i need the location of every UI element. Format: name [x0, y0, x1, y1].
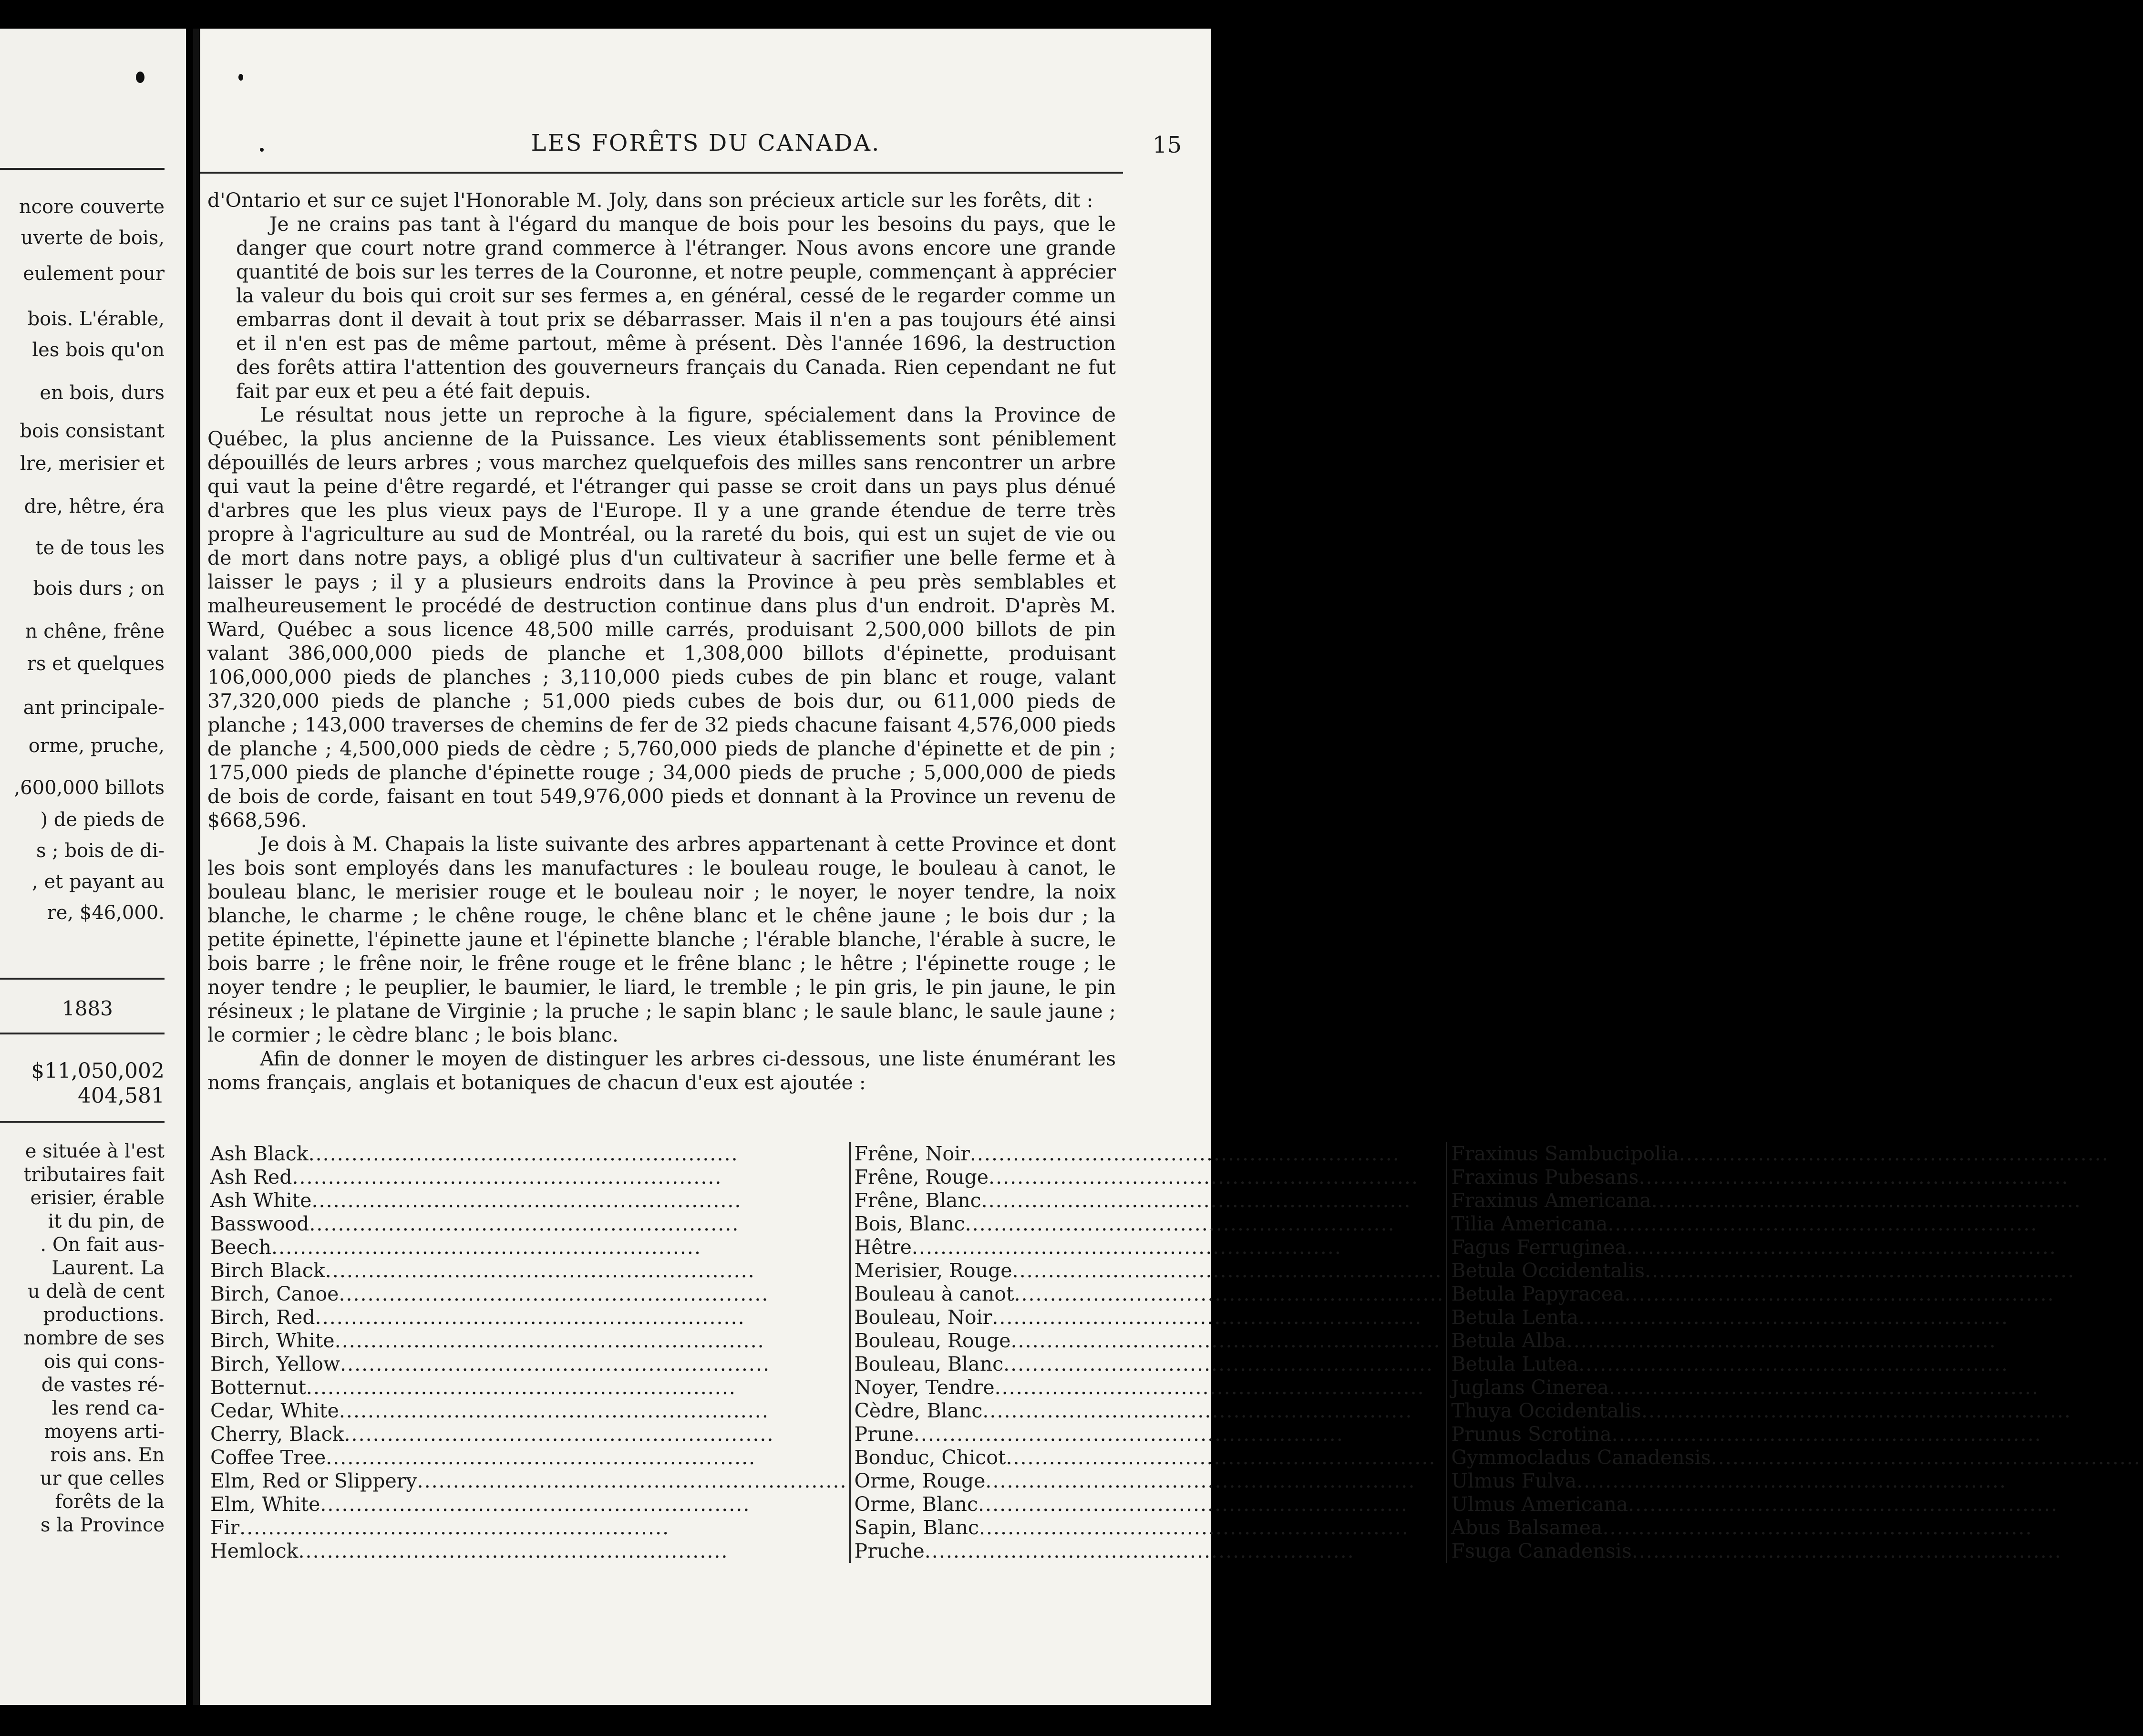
table-row [207, 1236, 2143, 1259]
species-botanical-name-cell [1447, 1142, 2143, 1166]
species-botanical-name-cell [1447, 1516, 2143, 1540]
species-french-name: Sapin, Blanc [854, 1516, 979, 1539]
left-page-line: en bois, durs [40, 382, 165, 404]
species-botanical-name: Gymmocladus Canadensis [1451, 1446, 1711, 1469]
species-table [207, 1142, 2143, 1563]
species-french-name: Frêne, Blanc [854, 1189, 981, 1212]
leader-dots: ............................................................ [326, 1446, 756, 1469]
species-botanical-name: Fraxinus Americana [1451, 1189, 1651, 1212]
species-botanical-name-cell [1447, 1212, 2143, 1236]
leader-dots: ............................................................ [1626, 1236, 2057, 1259]
species-french-name-cell [850, 1329, 1447, 1353]
table-row [207, 1399, 2143, 1423]
species-french-name: Bouleau, Rouge [854, 1329, 1011, 1352]
species-english-name: Birch, Red [210, 1306, 315, 1329]
leader-dots: ............................................................ [1602, 1516, 2033, 1539]
leader-dots: ............................................................ [965, 1212, 1395, 1235]
species-english-name: Beech [210, 1236, 272, 1259]
species-botanical-name-cell [1447, 1306, 2143, 1329]
species-english-name: Birch, Canoe [210, 1282, 339, 1305]
ink-dot [136, 72, 144, 83]
left-page-line: bois consistant [20, 420, 165, 442]
left-page-line: erisier, érable [30, 1187, 165, 1209]
species-botanical-name: Betula Lenta [1451, 1306, 1579, 1329]
species-french-name-cell [850, 1446, 1447, 1469]
left-page-line: it du pin, de [48, 1210, 165, 1232]
ink-dot [238, 74, 243, 81]
table-row [207, 1212, 2143, 1236]
species-english-name-cell [207, 1259, 850, 1282]
leader-dots: ............................................................ [308, 1142, 739, 1165]
left-page-line: Laurent. La [52, 1257, 165, 1279]
left-page-line: rs et quelques [27, 653, 165, 675]
species-botanical-name: Ulmus Americana [1451, 1493, 1628, 1516]
left-page-line: re, $46,000. [47, 902, 165, 924]
species-botanical-name: Tilia Americana [1451, 1212, 1608, 1235]
species-english-name-cell [207, 1306, 850, 1329]
species-english-name: Elm, White [210, 1493, 320, 1516]
leader-dots: ............................................................ [306, 1376, 736, 1399]
leader-dots: ............................................................ [989, 1166, 1419, 1188]
left-table-amount-2: 404,581 [78, 1084, 165, 1108]
leader-dots: ............................................................ [239, 1516, 670, 1539]
left-page-line: u delà de cent [27, 1281, 165, 1302]
leader-dots: ............................................................ [969, 1142, 1400, 1165]
species-botanical-name: Prunus Scrotina [1451, 1423, 1612, 1446]
left-page-line: rois ans. En [50, 1444, 165, 1466]
species-english-name: Birch, White [210, 1329, 335, 1352]
species-botanical-name: Betula Alba [1451, 1329, 1566, 1352]
species-botanical-name-cell [1447, 1329, 2143, 1353]
species-french-name: Frêne, Noir [854, 1142, 970, 1165]
left-page-line: forêts de la [55, 1491, 165, 1513]
left-page-line: moyens arti- [44, 1421, 165, 1443]
species-english-name: Coffee Tree [210, 1446, 326, 1469]
species-french-name-cell [850, 1376, 1447, 1399]
header-rule [200, 172, 1123, 174]
species-botanical-name-cell [1447, 1282, 2143, 1306]
table-row [207, 1516, 2143, 1540]
leader-dots: ............................................................ [271, 1236, 701, 1259]
table-row [207, 1493, 2143, 1516]
species-french-name: Orme, Rouge [854, 1469, 986, 1492]
table-row [207, 1282, 2143, 1306]
leader-dots: ............................................................ [298, 1540, 729, 1562]
left-page-line: dre, hêtre, éra [24, 496, 165, 517]
species-french-name-cell [850, 1540, 1447, 1563]
left-table-rule-mid [0, 1033, 165, 1034]
species-botanical-name-cell [1447, 1376, 2143, 1399]
species-english-name-cell [207, 1376, 850, 1399]
leader-dots: ............................................................ [1566, 1329, 1997, 1352]
leader-dots: ............................................................ [340, 1353, 771, 1375]
leader-dots: ............................................................ [981, 1189, 1411, 1212]
species-french-name-cell [850, 1282, 1447, 1306]
leader-dots: ............................................................ [1710, 1446, 2141, 1469]
species-french-name: Bois, Blanc [854, 1212, 965, 1235]
leader-dots: ............................................................ [992, 1306, 1422, 1329]
species-botanical-name: Fsuga Canadensis [1451, 1540, 1632, 1562]
table-row [207, 1189, 2143, 1212]
species-botanical-name-cell [1447, 1399, 2143, 1423]
species-english-name: Ash Red [210, 1166, 292, 1188]
table-row [207, 1423, 2143, 1446]
left-table-rule-top [0, 978, 165, 980]
species-english-name-cell [207, 1212, 850, 1236]
species-french-name: Cèdre, Blanc [854, 1399, 983, 1422]
left-page-line: les bois qu'on [32, 339, 165, 361]
leader-dots: ............................................................ [1651, 1189, 2081, 1212]
species-french-name: Noyer, Tendre [854, 1376, 995, 1399]
species-english-name: Basswood [210, 1212, 309, 1235]
leader-dots: ............................................................ [315, 1306, 745, 1329]
species-french-name: Orme, Blanc [854, 1493, 978, 1516]
table-row [207, 1376, 2143, 1399]
left-page-line: te de tous les [35, 537, 165, 559]
leader-dots: ............................................................ [1014, 1282, 1444, 1305]
species-botanical-name-cell [1447, 1469, 2143, 1493]
species-french-name-cell [850, 1516, 1447, 1540]
species-english-name-cell [207, 1166, 850, 1189]
species-french-name: Hêtre [854, 1236, 912, 1259]
leader-dots: ............................................................ [1628, 1493, 2059, 1516]
left-page-fragment [0, 29, 186, 1705]
leader-dots: ............................................................ [1578, 1306, 2009, 1329]
left-page-line: orme, pruche, [28, 735, 165, 757]
species-english-name: Birch, Yellow [210, 1353, 340, 1375]
left-page-line: e située à l'est [25, 1140, 165, 1162]
leader-dots: ............................................................ [994, 1376, 1425, 1399]
left-page-line: bois. L'érable, [27, 308, 165, 330]
species-botanical-name: Abus Balsamea [1451, 1516, 1603, 1539]
paragraph: Le résultat nous jette un reproche à la figure, spécialement dans la Province de Québec, la plus ancienne de la Puissance. Les vieux établissements sont péniblement dépouillés de leurs arbres ; vous marchez quelquefois des milles sans rencontrer un arbre qui vaut la peine d'être regardé, et l'étranger qui passe se croit dans un pays plus dénué d'arbres que les plus vieux pays de l'Europe. Il y a une grande étendue de terre très propre à l'agriculture au sud de Montréal, ou la rareté du bois, qui est un sujet de vie ou de mort dans notre pays, a obligé plus d'un cultivateur à sacrifier une belle ferme et à laisser le pays ; il y a plusieurs endroits dans la Province à peu près semblables et malheureusement le procédé de destruction continue dans plus d'un endroit. D'après M. Ward, Québec a sous licence 48,500 mille carrés, produisant 2,500,000 billots de pin valant 386,000,000 pieds de planche et 1,308,000 billots d'épinette, produisant 106,000,000 pieds de planches ; 3,110,000 pieds cubes de pin blanc et rouge, valant 37,320,000 pieds de planche ; 51,000 pieds cubes de bois dur, ou 611,000 pieds de planche ; 143,000 traverses de chemins de fer de 32 pieds chacune faisant 4,576,000 pieds de planche ; 4,500,000 pieds de cèdre ; 5,760,000 pieds de planche d'épinette et de pin ; 175,000 pieds de planche d'épinette rouge ; 34,000 pieds de pruche ; 5,000,000 de pieds de bois de corde, faisant en tout 549,976,000 pieds et donnant à la Province un revenu de $668,596. [207, 403, 1116, 832]
leader-dots: ............................................................ [979, 1516, 1409, 1539]
species-english-name-cell [207, 1142, 850, 1166]
quoted-paragraph: Je ne crains pas tant à l'égard du manque de bois pour les besoins du pays, que le danger que court notre grand commerce à l'étranger. Nous avons encore une grande quantité de bois sur les terres de la Couronne, et notre peuple, commençant à apprécier la valeur du bois qui croit sur ses fermes a, en général, cessé de le regarder comme un embarras dont il devait à tout prix se débarrasser. Mais il n'en a pas toujours été ainsi et il n'en est pas de même partout, même à présent. Dès l'année 1696, la destruction des forêts attira l'attention des gouverneurs français du Canada. Rien cependant ne fut fait par eux et peu a été fait depuis. [236, 213, 1116, 403]
leader-dots: ............................................................ [1607, 1212, 2038, 1235]
leader-dots: ............................................................ [1578, 1353, 2009, 1375]
species-french-name: Bouleau, Blanc [854, 1353, 1004, 1375]
table-row [207, 1166, 2143, 1189]
species-english-name-cell [207, 1282, 850, 1306]
paragraph: Afin de donner le moyen de distinguer les arbres ci-dessous, une liste énumérant les noms français, anglais et botaniques de chacun d'eux est ajoutée : [207, 1047, 1116, 1094]
leader-dots: ............................................................ [1003, 1353, 1434, 1375]
species-botanical-name-cell [1447, 1446, 2143, 1469]
leader-dots: ............................................................ [1609, 1376, 2039, 1399]
left-page-line: ) de pieds de [40, 809, 165, 831]
table-row [207, 1142, 2143, 1166]
leader-dots: ............................................................ [1576, 1469, 2007, 1492]
species-english-name: Ash White [210, 1189, 312, 1212]
leader-dots: ............................................................ [325, 1259, 755, 1282]
species-french-name: Bonduc, Chicot [854, 1446, 1006, 1469]
leader-dots: ............................................................ [1624, 1282, 2055, 1305]
left-table-year: 1883 [62, 997, 113, 1020]
table-row [207, 1306, 2143, 1329]
species-french-name-cell [850, 1189, 1447, 1212]
leader-dots: ............................................................ [417, 1469, 847, 1492]
species-english-name-cell [207, 1399, 850, 1423]
left-table-rule-bottom [0, 1121, 165, 1123]
species-english-name: Fir [210, 1516, 240, 1539]
species-french-name-cell [850, 1493, 1447, 1516]
species-french-name: Bouleau, Noir [854, 1306, 992, 1329]
body-text [207, 188, 1116, 1095]
left-page-line: eulement pour [23, 263, 165, 285]
species-english-name-cell [207, 1469, 850, 1493]
leader-dots: ............................................................ [913, 1423, 1344, 1446]
species-botanical-name-cell [1447, 1353, 2143, 1376]
leader-dots: ............................................................ [1006, 1446, 1436, 1469]
species-english-name-cell [207, 1236, 850, 1259]
species-botanical-name-cell [1447, 1236, 2143, 1259]
leader-dots: ............................................................ [339, 1282, 769, 1305]
table-row [207, 1353, 2143, 1376]
species-botanical-name-cell [1447, 1540, 2143, 1563]
table-row [207, 1329, 2143, 1353]
species-english-name: Ash Black [210, 1142, 309, 1165]
species-english-name-cell [207, 1329, 850, 1353]
left-page-line: ncore couverte [19, 196, 165, 218]
leader-dots: ............................................................ [344, 1423, 774, 1446]
paragraph: d'Ontario et sur ce sujet l'Honorable M. Joly, dans son précieux article sur les forêts, dit : [207, 189, 1093, 212]
species-french-name: Pruche [854, 1540, 925, 1562]
right-page [200, 29, 2141, 1705]
left-page-line: ois qui cons- [43, 1351, 165, 1373]
scan-border [0, 1705, 1219, 1736]
species-botanical-name: Betula Papyracea [1451, 1282, 1625, 1305]
species-english-name-cell [207, 1516, 850, 1540]
leader-dots: ............................................................ [978, 1493, 1408, 1516]
species-english-name: Botternut [210, 1376, 306, 1399]
species-french-name-cell [850, 1259, 1447, 1282]
species-french-name-cell [850, 1306, 1447, 1329]
leader-dots: ............................................................ [1638, 1166, 2069, 1188]
left-page-line: lre, merisier et [20, 453, 165, 475]
left-header-rule [0, 168, 165, 170]
species-botanical-name: Betula Lutea [1451, 1353, 1579, 1375]
species-botanical-name: Thuya Occidentalis [1451, 1399, 1641, 1422]
species-botanical-name-cell [1447, 1166, 2143, 1189]
species-botanical-name: Fraxinus Sambucipolia [1451, 1142, 1679, 1165]
species-french-name: Merisier, Rouge [854, 1259, 1012, 1282]
leader-dots: ............................................................ [911, 1236, 1342, 1259]
leader-dots: ............................................................ [1631, 1540, 2062, 1562]
leader-dots: ............................................................ [1641, 1399, 2071, 1422]
table-row [207, 1469, 2143, 1493]
species-botanical-name-cell [1447, 1493, 2143, 1516]
species-french-name: Bouleau à canot [854, 1282, 1014, 1305]
species-english-name: Hemlock [210, 1540, 299, 1562]
species-english-name-cell [207, 1493, 850, 1516]
species-french-name: Prune [854, 1423, 914, 1446]
left-page-line: s ; bois de di- [36, 840, 165, 862]
left-page-line: productions. [43, 1304, 165, 1326]
species-english-name-cell [207, 1540, 850, 1563]
species-english-name-cell [207, 1353, 850, 1376]
leader-dots: ............................................................ [1645, 1259, 2075, 1282]
species-english-name: Elm, Red or Slippery [210, 1469, 417, 1492]
left-page-line: , et payant au [32, 871, 165, 893]
left-page-line: bois durs ; on [33, 578, 165, 599]
leader-dots: ............................................................ [320, 1493, 751, 1516]
species-english-name: Cherry, Black [210, 1423, 344, 1446]
leader-dots: ............................................................ [982, 1399, 1413, 1422]
species-botanical-name: Betula Occidentalis [1451, 1259, 1645, 1282]
leader-dots: ............................................................ [924, 1540, 1355, 1562]
left-page-line: ant principale- [23, 697, 165, 719]
species-botanical-name: Ulmus Fulva [1451, 1469, 1577, 1492]
running-title: LES FORÊTS DU CANADA. [531, 130, 881, 156]
left-page-line: . On fait aus- [40, 1234, 165, 1256]
species-french-name-cell [850, 1353, 1447, 1376]
species-english-name: Birch Black [210, 1259, 325, 1282]
page-gutter [193, 29, 199, 1705]
left-page-line: de vastes ré- [41, 1374, 165, 1396]
leader-dots: ............................................................ [309, 1212, 740, 1235]
species-botanical-name: Fagus Ferruginea [1451, 1236, 1627, 1259]
species-french-name-cell [850, 1236, 1447, 1259]
species-botanical-name-cell [1447, 1189, 2143, 1212]
species-french-name-cell [850, 1399, 1447, 1423]
leader-dots: ............................................................ [292, 1166, 722, 1188]
left-page-line: ,600,000 billots [14, 777, 165, 799]
species-french-name-cell [850, 1166, 1447, 1189]
leader-dots: ............................................................ [985, 1469, 1416, 1492]
leader-dots: ............................................................ [1611, 1423, 2042, 1446]
table-row [207, 1446, 2143, 1469]
species-french-name-cell [850, 1212, 1447, 1236]
species-english-name-cell [207, 1446, 850, 1469]
table-row [207, 1540, 2143, 1563]
species-english-name: Cedar, White [210, 1399, 339, 1422]
species-botanical-name: Juglans Cinerea [1451, 1376, 1609, 1399]
left-page-line: uverte de bois, [21, 227, 165, 249]
left-page-line: ur que celles [40, 1467, 165, 1489]
table-row [207, 1259, 2143, 1282]
left-page-line: les rend ca- [52, 1397, 165, 1419]
leader-dots: ............................................................ [311, 1189, 742, 1212]
species-botanical-name-cell [1447, 1423, 2143, 1446]
species-botanical-name: Fraxinus Pubesans [1451, 1166, 1639, 1188]
species-french-name-cell [850, 1423, 1447, 1446]
leader-dots: ............................................................ [339, 1399, 769, 1422]
species-english-name-cell [207, 1423, 850, 1446]
left-page-line: nombre de ses [23, 1327, 165, 1349]
leader-dots: ............................................................ [1010, 1329, 1441, 1352]
page-number: 15 [1152, 132, 1182, 158]
species-english-name-cell [207, 1189, 850, 1212]
leader-dots: ............................................................ [1679, 1142, 2109, 1165]
left-page-line: tributaires fait [23, 1164, 165, 1186]
left-table-amount-1: $11,050,002 [31, 1059, 165, 1083]
leader-dots: ............................................................ [334, 1329, 765, 1352]
species-french-name-cell [850, 1469, 1447, 1493]
left-page-line: s la Province [41, 1514, 165, 1536]
species-botanical-name-cell [1447, 1259, 2143, 1282]
paragraph: Je dois à M. Chapais la liste suivante des arbres appartenant à cette Province et dont les bois sont employés dans les manufactures : le bouleau rouge, le bouleau à canot, le bouleau blanc, le merisier rouge et le bouleau noir ; le noyer, le noyer tendre, la noix blanche, le charme ; le chêne rouge, le chêne blanc et le chêne jaune ; le bois dur ; la petite épinette, l'épinette jaune et l'épinette blanche ; l'érable blanche, l'érable à sucre, le bois barre ; le frêne noir, le frêne rouge et le frêne blanc ; le hêtre ; l'épinette rouge ; le noyer tendre ; le peuplier, le baumier, le liard, le tremble ; le pin gris, le pin jaune, le pin résineux ; le platane de Virginie ; la pruche ; le sapin blanc ; le saule blanc, le saule jaune ; le cormier ; le cèdre blanc ; le bois blanc. [207, 833, 1116, 1046]
species-french-name-cell [850, 1142, 1447, 1166]
left-page-line: n chêne, frêne [25, 620, 165, 642]
species-french-name: Frêne, Rouge [854, 1166, 989, 1188]
leader-dots: ............................................................ [1012, 1259, 1442, 1282]
